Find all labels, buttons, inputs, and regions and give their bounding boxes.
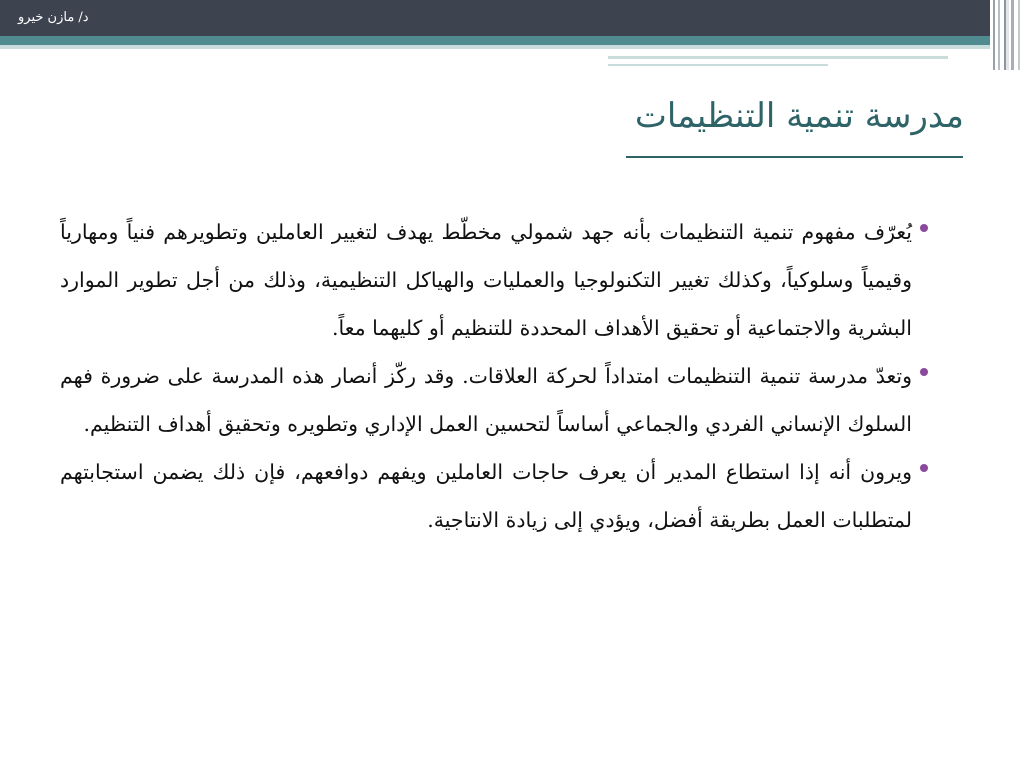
bullet-text: ويرون أنه إذا استطاع المدير أن يعرف حاجات العاملين ويفهم دوافعهم، فإن ذلك يضمن استجابتهم لمتطلبات العمل بطريقة أفضل، ويؤدي إلى زيادة الانتاجية. bbox=[60, 460, 912, 532]
bullet-item bbox=[60, 352, 928, 448]
title-underline bbox=[626, 156, 963, 158]
bullet-text: وتعدّ مدرسة تنمية التنظيمات امتداداً لحركة العلاقات. وقد ركّز أنصار هذه المدرسة على ضرورة فهم السلوك الإنساني الفردي والجماعي أساساً لتحسين العمل الإداري وتطويره وتحقيق أهداف التنظيم. bbox=[60, 364, 912, 436]
header-accent-band bbox=[0, 36, 1024, 45]
header-accent-thin bbox=[0, 45, 1024, 49]
header-bar bbox=[0, 0, 1024, 36]
author-name: د/ مازن خيرو bbox=[18, 10, 89, 25]
bullet-list bbox=[60, 208, 928, 544]
bullet-icon bbox=[920, 224, 928, 232]
decorative-line bbox=[608, 56, 948, 59]
bullet-item bbox=[60, 448, 928, 544]
decorative-line bbox=[608, 64, 828, 66]
decorative-stripes bbox=[990, 0, 1024, 70]
bullet-item bbox=[60, 208, 928, 352]
bullet-icon bbox=[920, 464, 928, 472]
slide-title: مدرسة تنمية التنظيمات bbox=[634, 96, 964, 136]
bullet-text: يُعرّف مفهوم تنمية التنظيمات بأنه جهد شمولي مخطّط يهدف لتغيير العاملين وتطويرهم فنياً ومهارياً وقيمياً وسلوكياً، وكذلك تغيير التكنولوجيا والعمليات والهياكل التنظيمية، وذلك من أجل تطوير الموارد البشرية والاجتماعية أو تحقيق الأهداف المحددة للتنظيم أو كليهما معاً. bbox=[60, 220, 912, 340]
bullet-icon bbox=[920, 368, 928, 376]
